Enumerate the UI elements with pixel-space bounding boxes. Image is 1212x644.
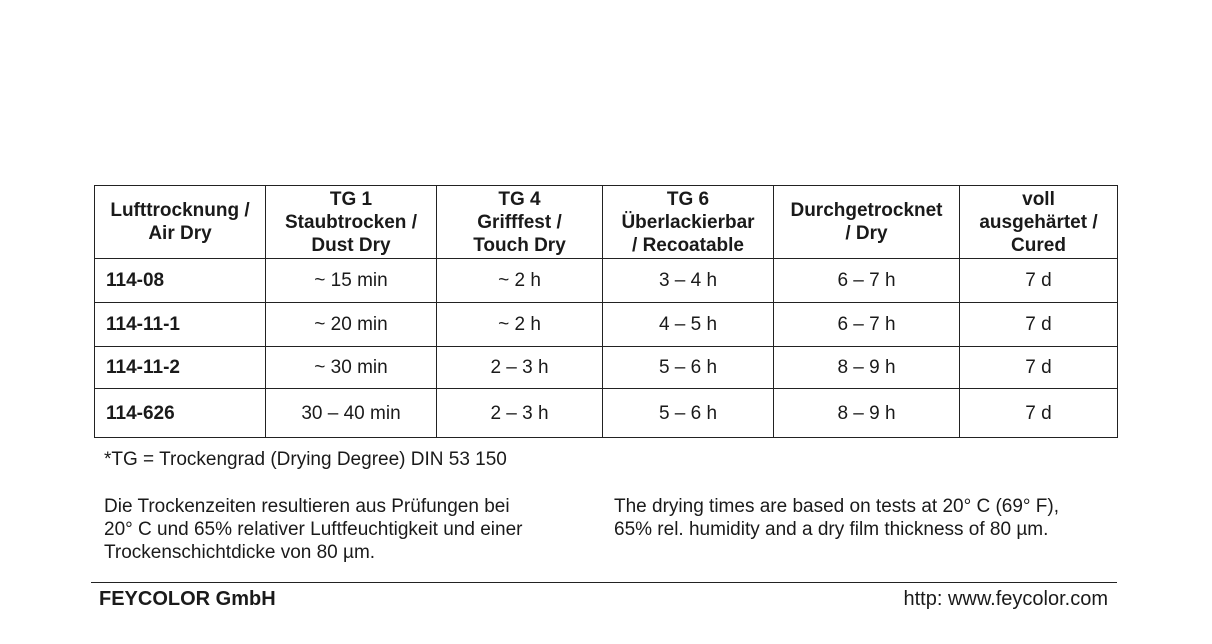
dust-dry-time: 30 – 40 min — [266, 389, 437, 438]
dry-time: 8 – 9 h — [774, 389, 960, 438]
drying-times-table — [94, 185, 1118, 438]
touch-dry-time: ~ 2 h — [437, 303, 603, 347]
header-tg6-recoatable: TG 6 Überlackierbar / Recoatable — [603, 186, 774, 259]
touch-dry-time: 2 – 3 h — [437, 347, 603, 389]
header-tg4-touch-dry: TG 4 Grifffest / Touch Dry — [437, 186, 603, 259]
website-url: http: www.feycolor.com — [903, 588, 1108, 610]
cured-time: 7 d — [960, 347, 1118, 389]
dust-dry-time: ~ 15 min — [266, 259, 437, 303]
header-dry: Durchgetrocknet / Dry — [774, 186, 960, 259]
product-code: 114-11-1 — [95, 303, 266, 347]
cured-time: 7 d — [960, 303, 1118, 347]
table-row — [95, 389, 1118, 438]
product-code: 114-11-2 — [95, 347, 266, 389]
table-row — [95, 347, 1118, 389]
product-code: 114-08 — [95, 259, 266, 303]
recoatable-time: 5 – 6 h — [603, 347, 774, 389]
product-code: 114-626 — [95, 389, 266, 438]
company-name: FEYCOLOR GmbH — [99, 588, 276, 610]
table-row — [95, 303, 1118, 347]
table-header-row — [95, 186, 1118, 259]
dry-time: 6 – 7 h — [774, 259, 960, 303]
drying-note-english: The drying times are based on tests at 20° C (69° F), 65% rel. humidity and a dry film thickness of 80 µm. — [614, 496, 1060, 540]
dust-dry-time: ~ 30 min — [266, 347, 437, 389]
header-air-dry: Lufttrocknung / Air Dry — [95, 186, 266, 259]
dust-dry-time: ~ 20 min — [266, 303, 437, 347]
recoatable-time: 5 – 6 h — [603, 389, 774, 438]
cured-time: 7 d — [960, 259, 1118, 303]
header-cured: voll ausgehärtet / Cured — [960, 186, 1118, 259]
recoatable-time: 4 – 5 h — [603, 303, 774, 347]
touch-dry-time: ~ 2 h — [437, 259, 603, 303]
drying-note-german: Die Trockenzeiten resultieren aus Prüfungen bei 20° C und 65% relativer Luftfeuchtigkeit und einer Trockenschichtdicke von 80 µm. — [104, 496, 523, 563]
footer-divider — [91, 582, 1117, 583]
recoatable-time: 3 – 4 h — [603, 259, 774, 303]
dry-time: 8 – 9 h — [774, 347, 960, 389]
cured-time: 7 d — [960, 389, 1118, 438]
table-row — [95, 259, 1118, 303]
touch-dry-time: 2 – 3 h — [437, 389, 603, 438]
footnote-drying-degree: *TG = Trockengrad (Drying Degree) DIN 53 150 — [104, 449, 507, 470]
header-tg1-dust-dry: TG 1 Staubtrocken / Dust Dry — [266, 186, 437, 259]
dry-time: 6 – 7 h — [774, 303, 960, 347]
